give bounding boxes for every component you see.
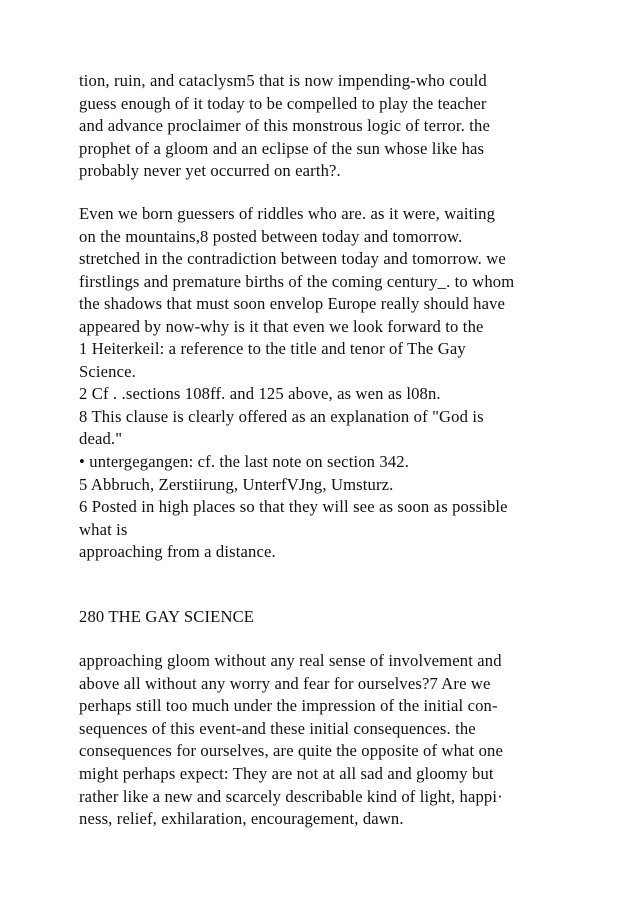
footnotes	[79, 338, 599, 564]
footnote-line: Science.	[79, 361, 136, 381]
paragraph-2	[79, 203, 599, 339]
text-line: Even we born guessers of riddles who are. as it were, waiting	[79, 204, 496, 223]
text-line: prophet of a gloom and an eclipse of the sun whose like has	[79, 138, 485, 158]
text-line: appeared by now-why is it that even we look forward to the	[79, 316, 484, 336]
text-line: guess enough of it today to be compelled to play the teacher	[79, 93, 487, 113]
footnote-line: 2 Cf . .sections 108ff. and 125 above, as wen as l08n.	[79, 384, 441, 404]
text-line: on the mountains,8 posted between today and tomorrow.	[79, 226, 463, 246]
text-line: might perhaps expect: They are not at all sad and gloomy but	[79, 763, 494, 783]
text-line: firstlings and premature births of the coming century_. to whom	[79, 271, 515, 291]
text-line: consequences for ourselves, are quite the opposite of what one	[79, 741, 504, 761]
footnote-line: what is	[79, 519, 128, 539]
text-line: stretched in the contradiction between today and tomorrow. we	[79, 249, 506, 269]
paragraph-1	[79, 70, 599, 183]
text-line: and advance proclaimer of this monstrous logic of terror. the	[79, 116, 490, 136]
footnote-line: approaching from a distance.	[79, 542, 276, 562]
text-line: above all without any worry and fear for ourselves?7 Are we	[79, 673, 491, 693]
footnote-line: • untergegangen: cf. the last note on section 342.	[79, 451, 410, 471]
text-line: rather like a new and scarcely describable kind of light, happi·	[79, 786, 503, 806]
text-line: ness, relief, exhilaration, encouragement, dawn.	[79, 809, 404, 829]
footnote-line: 5 Abbruch, Zerstiirung, UnterfVJng, Umsturz.	[79, 474, 394, 494]
footnote-line: 8 This clause is clearly offered as an explanation of "God is	[79, 406, 484, 426]
text-line: sequences of this event-and these initial consequences. the	[79, 718, 476, 738]
footnote-line: dead."	[79, 429, 123, 449]
paragraph-3	[79, 650, 599, 831]
text-line: probably never yet occurred on earth?.	[79, 161, 341, 181]
footnote-line: 6 Posted in high places so that they will see as soon as possible	[79, 497, 508, 517]
footnote-line: 1 Heiterkeil: a reference to the title and tenor of The Gay	[79, 339, 466, 358]
text-line: the shadows that must soon envelop Europe really should have	[79, 294, 506, 314]
text-line: tion, ruin, and cataclysm5 that is now impending-who could	[79, 71, 487, 90]
text-line: approaching gloom without any real sense of involvement and	[79, 651, 502, 670]
running-head-text: 280 THE GAY SCIENCE	[79, 607, 255, 626]
running-head	[79, 606, 599, 629]
text-line: perhaps still too much under the impression of the initial con-	[79, 696, 498, 716]
